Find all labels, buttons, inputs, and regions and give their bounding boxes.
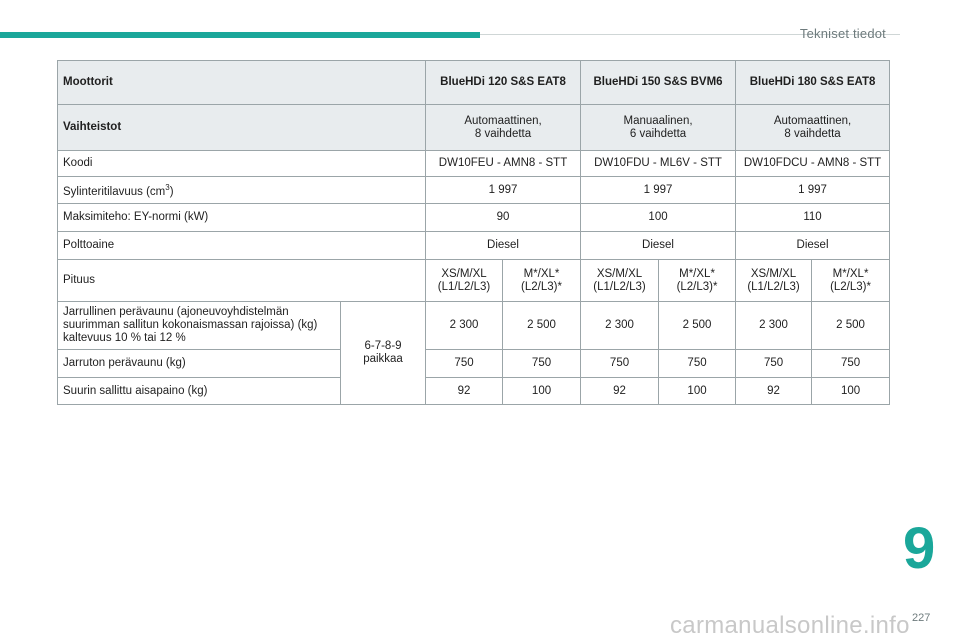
fuel-cell: Diesel: [581, 232, 736, 260]
chapter-number: 9: [903, 516, 936, 581]
displacement-label-close: ): [169, 185, 174, 198]
gearbox-type: Manuaalinen,: [623, 114, 693, 127]
length-variant: XS/M/XL: [441, 267, 487, 280]
braked-trailer-cell: 2 500: [503, 302, 581, 350]
unbraked-trailer-cell: 750: [812, 350, 890, 378]
displacement-label-text: Sylinteritilavuus (cm: [63, 185, 166, 198]
chapter-title: Tekniset tiedot: [799, 26, 886, 41]
length-code: (L1/L2/L3): [437, 280, 491, 293]
gearbox-type: Automaattinen,: [773, 114, 852, 127]
braked-trailer-cell: 2 500: [659, 302, 736, 350]
unbraked-trailer-cell: 750: [581, 350, 659, 378]
page-number: 227: [912, 612, 931, 624]
length-code: (L2/L3)*: [521, 280, 562, 293]
nose-weight-cell: 100: [812, 378, 890, 405]
gearbox-row: [58, 105, 890, 151]
watermark: carmanualsonline.info: [670, 612, 910, 639]
braked-trailer-row: [58, 302, 890, 350]
length-cell: [581, 260, 659, 302]
nose-weight-label: Suurin sallittu aisapaino (kg): [58, 378, 341, 405]
gearbox-cell: [736, 105, 890, 151]
gearbox-cell: [581, 105, 736, 151]
nose-weight-cell: 100: [659, 378, 736, 405]
engine-cell: BlueHDi 150 S&S BVM6: [581, 61, 736, 105]
length-cell: [736, 260, 812, 302]
displacement-cell: 1 997: [581, 177, 736, 204]
engine-row: [58, 61, 890, 105]
braked-trailer-cell: 2 300: [426, 302, 503, 350]
power-row: [58, 204, 890, 232]
nose-weight-row: [58, 378, 890, 405]
braked-trailer-label: Jarrullinen perävaunu (ajoneuvoyhdistelmän suurimman sallitun kokonaismassan rajoissa) (kg) kaltevuus 10 % tai 12 %: [58, 302, 341, 350]
braked-trailer-cell: 2 500: [812, 302, 890, 350]
unbraked-trailer-cell: 750: [426, 350, 503, 378]
braked-trailer-cell: 2 300: [581, 302, 659, 350]
unbraked-trailer-row: [58, 350, 890, 378]
technical-specs-table: [57, 60, 890, 405]
length-cell: [503, 260, 581, 302]
length-variant: M*/XL*: [832, 267, 869, 280]
displacement-cell: 1 997: [426, 177, 581, 204]
gearbox-gears: 6 vaihdetta: [629, 127, 687, 140]
power-label: Maksimiteho: EY-normi (kW): [58, 204, 426, 232]
displacement-unit-exponent: 3: [165, 183, 170, 193]
length-code: (L1/L2/L3): [593, 280, 646, 293]
gradient-unit: paikkaa: [363, 353, 403, 365]
fuel-cell: Diesel: [426, 232, 581, 260]
power-cell: 110: [736, 204, 890, 232]
gearbox-gears: 8 vaihdetta: [474, 127, 532, 140]
length-cell: [659, 260, 736, 302]
gradient-value: 6-7-8-9: [364, 340, 402, 352]
power-cell: 100: [581, 204, 736, 232]
code-label: Koodi: [58, 151, 426, 177]
gearbox-cell: [426, 105, 581, 151]
unbraked-trailer-label: Jarruton perävaunu (kg): [58, 350, 341, 378]
engine-label: Moottorit: [58, 61, 426, 105]
nose-weight-cell: 92: [426, 378, 503, 405]
length-label: Pituus: [58, 260, 426, 302]
length-code: (L1/L2/L3): [747, 280, 800, 293]
length-variant: XS/M/XL: [596, 267, 643, 280]
fuel-row: [58, 232, 890, 260]
nose-weight-cell: 100: [503, 378, 581, 405]
length-code: (L2/L3)*: [830, 280, 871, 293]
length-code: (L2/L3)*: [676, 280, 718, 293]
code-row: [58, 151, 890, 177]
power-cell: 90: [426, 204, 581, 232]
code-cell: DW10FEU - AMN8 - STT: [426, 151, 581, 177]
engine-cell: BlueHDi 120 S&S EAT8: [426, 61, 581, 105]
gearbox-label: Vaihteistot: [58, 105, 426, 151]
fuel-label: Polttoaine: [58, 232, 426, 260]
fuel-cell: Diesel: [736, 232, 890, 260]
length-variant: XS/M/XL: [750, 267, 797, 280]
unbraked-trailer-cell: 750: [503, 350, 581, 378]
gradient-cell: [341, 302, 426, 405]
length-cell: [812, 260, 890, 302]
gearbox-type: Automaattinen,: [464, 114, 542, 127]
displacement-cell: 1 997: [736, 177, 890, 204]
code-cell: DW10FDU - ML6V - STT: [581, 151, 736, 177]
braked-trailer-cell: 2 300: [736, 302, 812, 350]
engine-cell: BlueHDi 180 S&S EAT8: [736, 61, 890, 105]
nose-weight-cell: 92: [581, 378, 659, 405]
chapter-accent-bar: [0, 32, 480, 38]
gearbox-gears: 8 vaihdetta: [784, 127, 841, 140]
length-cell: [426, 260, 503, 302]
length-row: [58, 260, 890, 302]
unbraked-trailer-cell: 750: [659, 350, 736, 378]
length-variant: M*/XL*: [679, 267, 715, 280]
unbraked-trailer-cell: 750: [736, 350, 812, 378]
code-cell: DW10FDCU - AMN8 - STT: [736, 151, 890, 177]
displacement-row: [58, 177, 890, 204]
length-variant: M*/XL*: [523, 267, 560, 280]
displacement-label: [58, 177, 426, 204]
nose-weight-cell: 92: [736, 378, 812, 405]
